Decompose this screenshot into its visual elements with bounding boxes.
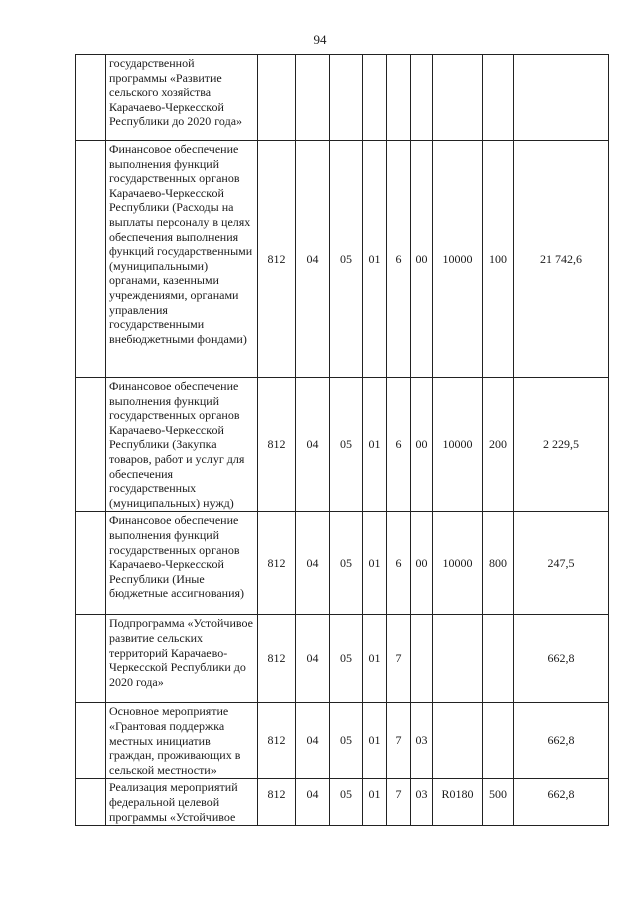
cell-amount: 2 229,5 — [514, 378, 609, 512]
table-row — [76, 512, 609, 615]
cell-section — [296, 55, 330, 141]
cell-expense-type — [483, 615, 514, 703]
cell-activity: 03 — [411, 779, 433, 826]
cell-ministry: 812 — [258, 378, 296, 512]
cell-direction — [433, 55, 483, 141]
cell-direction: 10000 — [433, 141, 483, 378]
cell-subsection — [330, 55, 363, 141]
cell-activity: 00 — [411, 378, 433, 512]
table-row — [76, 615, 609, 703]
cell-amount: 21 742,6 — [514, 141, 609, 378]
cell-ministry: 812 — [258, 615, 296, 703]
cell-program: 01 — [363, 378, 387, 512]
cell-name: Подпрограмма «Устойчивое развитие сельских территорий Карачаево-Черкесской Республики до 2020 года» — [106, 615, 258, 703]
cell-subprogram: 7 — [387, 615, 411, 703]
cell-amount — [514, 55, 609, 141]
table-row — [76, 378, 609, 512]
cell-program: 01 — [363, 512, 387, 615]
cell-direction — [433, 615, 483, 703]
row-number-cell — [76, 55, 106, 141]
cell-subprogram: 7 — [387, 779, 411, 826]
row-number-cell — [76, 141, 106, 378]
cell-activity: 00 — [411, 512, 433, 615]
row-number-cell — [76, 615, 106, 703]
table-row — [76, 779, 609, 826]
cell-expense-type — [483, 703, 514, 779]
row-number-cell — [76, 703, 106, 779]
cell-name: Финансовое обеспечение выполнения функций государственных органов Карачаево-Черкесской Республики (Закупка товаров, работ и услуг для обеспечения государственных (муниципальных) нужд) — [106, 378, 258, 512]
cell-section: 04 — [296, 703, 330, 779]
cell-activity: 00 — [411, 141, 433, 378]
cell-program: 01 — [363, 779, 387, 826]
page-number: 94 — [313, 32, 327, 47]
cell-name: Реализация мероприятий федеральной целевой программы «Устойчивое — [106, 779, 258, 826]
cell-section: 04 — [296, 779, 330, 826]
cell-activity — [411, 55, 433, 141]
cell-amount: 662,8 — [514, 615, 609, 703]
cell-ministry: 812 — [258, 779, 296, 826]
cell-ministry — [258, 55, 296, 141]
cell-subsection: 05 — [330, 779, 363, 826]
cell-amount: 662,8 — [514, 703, 609, 779]
cell-name: Основное мероприятие «Грантовая поддержка местных инициатив граждан, проживающих в сельской местности» — [106, 703, 258, 779]
cell-activity — [411, 615, 433, 703]
cell-name: государственной программы «Развитие сельского хозяйства Карачаево-Черкесской Республики до 2020 года» — [106, 55, 258, 141]
cell-expense-type: 800 — [483, 512, 514, 615]
cell-section: 04 — [296, 512, 330, 615]
cell-name: Финансовое обеспечение выполнения функций государственных органов Карачаево-Черкесской Республики (Иные бюджетные ассигнования) — [106, 512, 258, 615]
cell-amount: 662,8 — [514, 779, 609, 826]
cell-program: 01 — [363, 703, 387, 779]
cell-expense-type: 500 — [483, 779, 514, 826]
cell-section: 04 — [296, 615, 330, 703]
cell-ministry: 812 — [258, 141, 296, 378]
table-row — [76, 55, 609, 141]
cell-expense-type — [483, 55, 514, 141]
cell-expense-type: 200 — [483, 378, 514, 512]
cell-section: 04 — [296, 141, 330, 378]
table-row — [76, 141, 609, 378]
cell-ministry: 812 — [258, 512, 296, 615]
cell-program: 01 — [363, 615, 387, 703]
cell-direction: R0180 — [433, 779, 483, 826]
cell-subsection: 05 — [330, 512, 363, 615]
table-row — [76, 703, 609, 779]
cell-direction: 10000 — [433, 512, 483, 615]
cell-subprogram: 6 — [387, 512, 411, 615]
cell-ministry: 812 — [258, 703, 296, 779]
row-number-cell — [76, 779, 106, 826]
cell-subprogram: 7 — [387, 703, 411, 779]
cell-direction: 10000 — [433, 378, 483, 512]
cell-name: Финансовое обеспечение выполнения функций государственных органов Карачаево-Черкесской Республики (Расходы на выплаты персоналу в целях обеспечения выполнения функций государственными (муниципальными) органами, казенными учреждениями, органами управления государственными внебюджетными фондами) — [106, 141, 258, 378]
cell-subprogram — [387, 55, 411, 141]
cell-subsection: 05 — [330, 378, 363, 512]
cell-program: 01 — [363, 141, 387, 378]
cell-program — [363, 55, 387, 141]
cell-section: 04 — [296, 378, 330, 512]
cell-subsection: 05 — [330, 703, 363, 779]
cell-subprogram: 6 — [387, 141, 411, 378]
budget-table — [75, 54, 609, 826]
cell-subsection: 05 — [330, 615, 363, 703]
cell-amount: 247,5 — [514, 512, 609, 615]
row-number-cell — [76, 512, 106, 615]
cell-expense-type: 100 — [483, 141, 514, 378]
row-number-cell — [76, 378, 106, 512]
cell-activity: 03 — [411, 703, 433, 779]
cell-direction — [433, 703, 483, 779]
cell-subsection: 05 — [330, 141, 363, 378]
cell-subprogram: 6 — [387, 378, 411, 512]
